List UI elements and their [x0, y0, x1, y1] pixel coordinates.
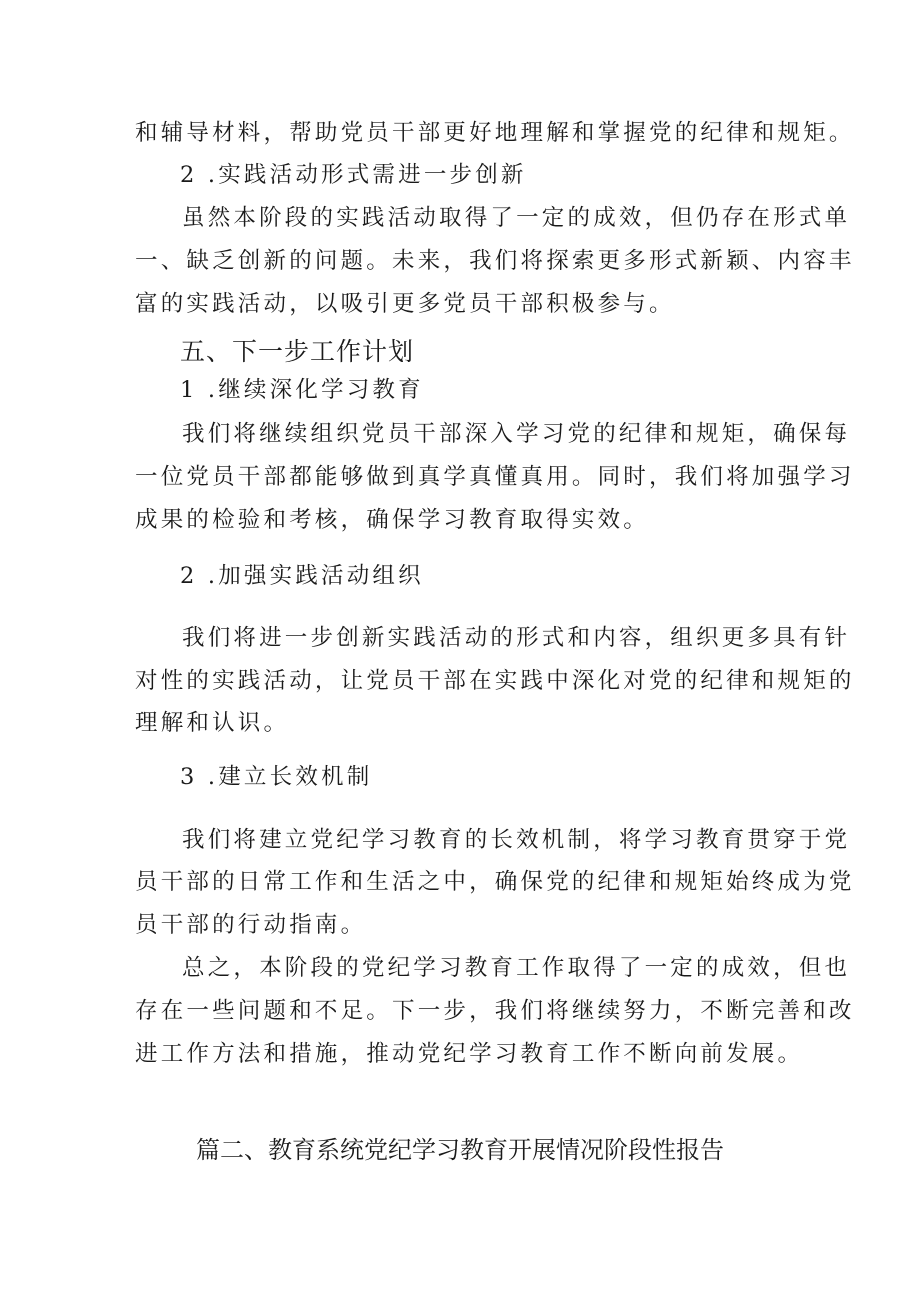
- text-line: 富的实践活动，以吸引更多党员干部积极参与。: [135, 291, 675, 317]
- section-heading-next-plan: 五、下一步工作计划: [180, 337, 415, 366]
- text-line: 对性的实践活动，让党员干部在实践中深化对党的纪律和规矩的: [135, 668, 855, 694]
- subheading-practice-innovation: 2 .实践活动形式需进一步创新: [180, 162, 527, 188]
- text-line: 和辅导材料，帮助党员干部更好地理解和掌握党的纪律和规矩。: [135, 120, 855, 146]
- next-article-title: 篇二、教育系统党纪学习教育开展情况阶段性报告: [196, 1136, 724, 1164]
- subheading-deepen-study: 1 .继续深化学习教育: [180, 377, 424, 403]
- text-line: 一、缺乏创新的问题。未来，我们将探索更多形式新颖、内容丰: [135, 248, 855, 274]
- text-line: 一位党员干部都能够做到真学真懂真用。同时，我们将加强学习: [135, 464, 855, 490]
- text-line: 员干部的行动指南。: [135, 912, 367, 938]
- subheading-practice-organization: 2 .加强实践活动组织: [180, 563, 424, 589]
- text-line: 总之，本阶段的党纪学习教育工作取得了一定的成效，但也: [182, 955, 851, 981]
- text-line: 理解和认识。: [135, 710, 290, 736]
- subheading-long-term-mechanism: 3 .建立长效机制: [180, 764, 373, 790]
- text-line: 进工作方法和措施，推动党纪学习教育工作不断向前发展。: [135, 1041, 804, 1067]
- text-line: 存在一些问题和不足。下一步，我们将继续努力，不断完善和改: [135, 998, 855, 1024]
- text-line: 我们将建立党纪学习教育的长效机制，将学习教育贯穿于党: [182, 827, 851, 853]
- text-line: 虽然本阶段的实践活动取得了一定的成效，但仍存在形式单: [182, 205, 851, 231]
- text-line: 我们将进一步创新实践活动的形式和内容，组织更多具有针: [182, 625, 851, 651]
- text-line: 成果的检验和考核，确保学习教育取得实效。: [135, 507, 650, 533]
- text-line: 员干部的日常工作和生活之中，确保党的纪律和规矩始终成为党: [135, 869, 855, 895]
- text-line: 我们将继续组织党员干部深入学习党的纪律和规矩，确保每: [182, 421, 851, 447]
